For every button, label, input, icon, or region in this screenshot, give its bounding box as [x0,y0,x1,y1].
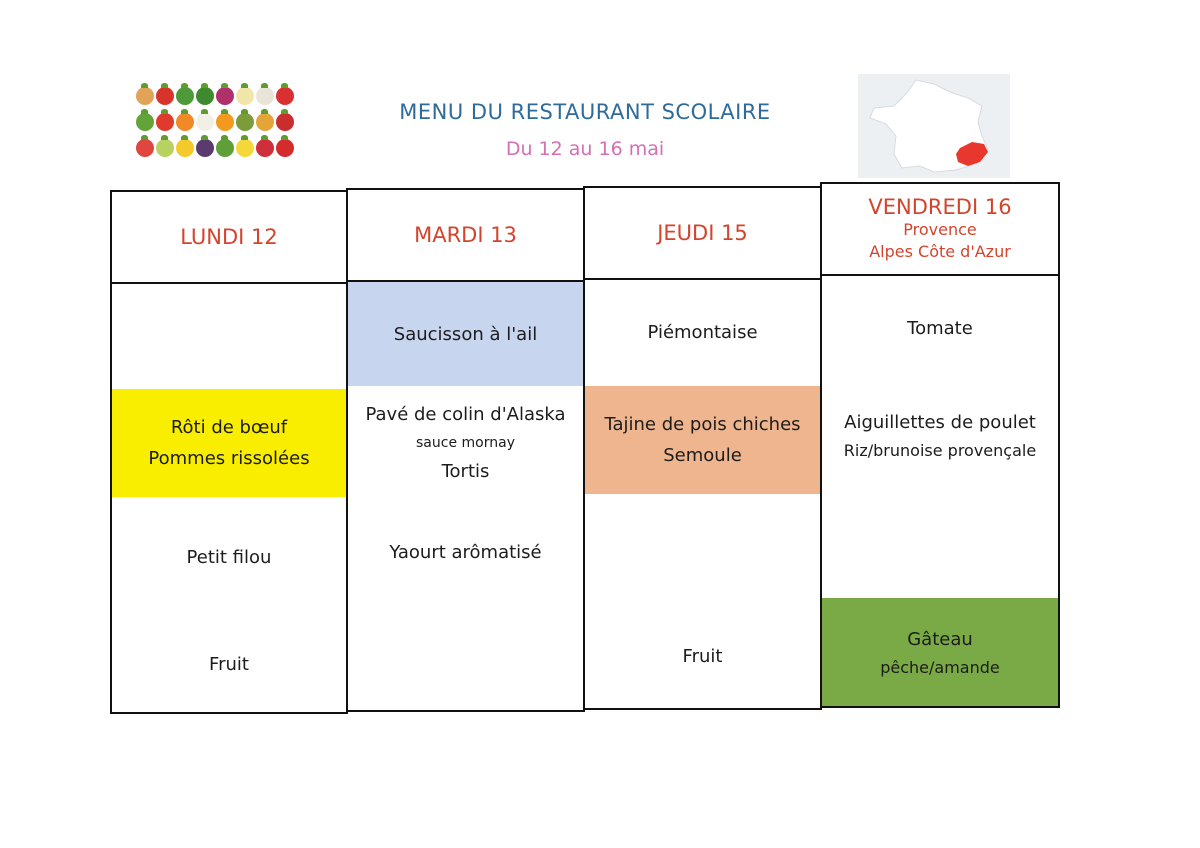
column-mardi [346,188,585,712]
dessert-name: Gâteau [907,628,973,650]
column-vendredi [820,182,1060,708]
day-label: LUNDI 12 [180,225,278,249]
dairy: Yaourt arômatisé [389,541,542,563]
dessert-flavour: pêche/amande [880,657,1000,677]
day-label: MARDI 13 [414,223,517,247]
dessert: Fruit [209,653,249,675]
side-dish: Semoule [663,445,742,466]
main-dish: Rôti de bœuf [170,417,288,438]
starter: Tomate [907,317,973,339]
side-dish: Riz/brunoise provençale [843,440,1037,460]
date-range: Du 12 au 16 mai [505,138,665,160]
main-course [112,389,346,497]
day-header [585,188,820,280]
dairy: Petit filou [186,546,272,568]
day-header [348,190,583,282]
main-course [585,386,820,494]
column-jeudi [583,186,822,710]
dessert [822,598,1058,706]
side-dish: Pommes rissolées [148,448,310,469]
france-map-image [858,74,1010,178]
dessert: Fruit [682,645,723,667]
main-course [822,404,1058,466]
region-line-2: Alpes Côte d'Azur [869,242,1011,261]
main-dish: Tajine de pois chiches [604,414,801,435]
page-title: MENU DU RESTAURANT SCOLAIRE [399,100,771,124]
region-line-1: Provence [903,220,977,239]
starter: Saucisson à l'ail [348,282,583,386]
side-dish: Tortis [441,461,490,482]
day-label: VENDREDI 16 [868,195,1012,219]
day-header [112,192,346,284]
column-lundi [110,190,348,714]
day-label: JEUDI 15 [657,221,748,245]
starter: Piémontaise [647,321,758,343]
main-dish: Pavé de colin d'Alaska [365,404,566,425]
sauce: sauce mornay [416,435,515,451]
vegetables-illustration [136,84,316,162]
main-course [348,398,583,488]
day-header [822,184,1058,276]
main-dish: Aiguillettes de poulet [844,411,1036,433]
